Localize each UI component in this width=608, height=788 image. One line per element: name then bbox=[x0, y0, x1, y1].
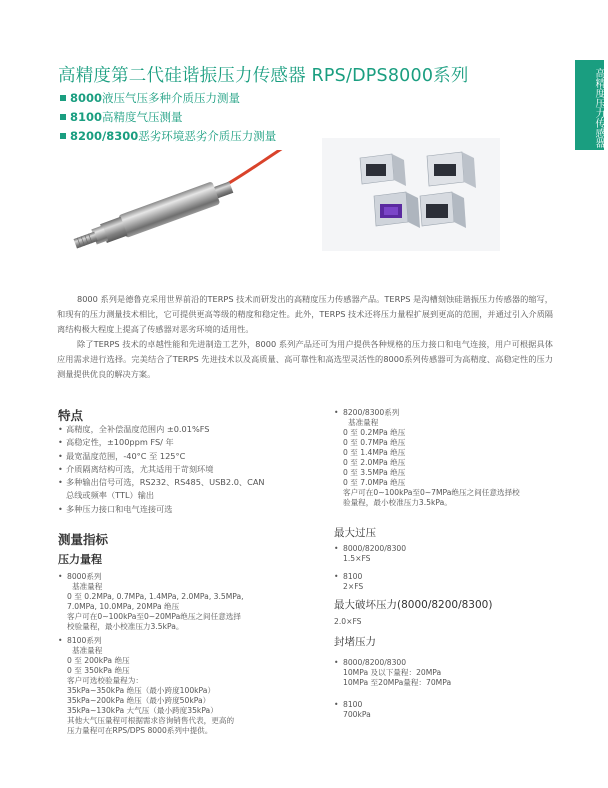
spec-line: 客户可在0~100kPa至0~7MPa绝压之间任意选择校 bbox=[343, 488, 520, 497]
spec-line: 验量程，最小校准压力3.5kPa。 bbox=[343, 498, 452, 507]
spec-line: 基准量程 bbox=[348, 418, 379, 427]
spec-8200 bbox=[334, 408, 574, 508]
spec-line: 压力量程可在RPS/DPS 8000系列中提供。 bbox=[67, 726, 213, 735]
spec-8100 bbox=[58, 636, 318, 736]
spec-line: 35kPa~350kPa 绝压（最小跨度100kPa） bbox=[67, 686, 216, 695]
containment-label: • 8100 bbox=[334, 700, 564, 710]
resonator-cubes-image bbox=[322, 138, 500, 251]
spec-line: 客户可在0~100kPa至0~20MPa绝压之间任意选择 bbox=[67, 612, 241, 621]
bullet-item bbox=[60, 127, 276, 146]
spec-8000 bbox=[58, 572, 318, 632]
bullet-item bbox=[60, 108, 276, 127]
spec-line: 35kPa~200kPa 绝压（最小跨度50kPa） bbox=[67, 696, 211, 705]
containment-line: 10MPa 至20MPa量程：70MPa bbox=[343, 678, 452, 687]
overpressure-heading: 最大过压 bbox=[334, 527, 376, 539]
intro-paragraph: 8000 系列是德鲁克采用世界前沿的TERPS 技术而研发出的高精度压力传感器产品。TERPS 是沟槽刻蚀硅谐振压力传感器的缩写，和现有的压力测量技术相比，它可提供更高等级的精度和稳定性。此外，TERPS 技术还将压力量程扩展到更高的范围，并通过引入介质隔离结构极大程度上提高了传感器对恶劣环境的适用性。 bbox=[57, 294, 553, 334]
bullet-item bbox=[60, 89, 276, 108]
specs-heading: 测量指标 bbox=[58, 532, 109, 547]
overpressure-label: • 8000/8200/8300 bbox=[334, 544, 564, 554]
burst-value: 2.0×FS bbox=[334, 617, 362, 626]
feature-item: • 介质隔离结构可选，尤其适用于苛刻环境 bbox=[58, 463, 318, 476]
containment-line: 10MPa 及以下量程：20MPa bbox=[343, 668, 442, 677]
spec-line: 35kPa~130kPa 大气压（最小跨度35kPa） bbox=[67, 706, 218, 715]
feature-item: • 高稳定性，±100ppm FS/ 年 bbox=[58, 436, 318, 449]
spec-line: 0 至 1.4MPa 绝压 bbox=[343, 448, 406, 457]
bullet-code: 8100 bbox=[70, 110, 103, 124]
containment-list bbox=[334, 658, 564, 720]
spec-line: 其他大气压量程可根据需求咨询销售代表，更高的 bbox=[67, 716, 235, 725]
spec-series-name: • 8000系列 bbox=[58, 572, 318, 582]
overpressure-value: 1.5×FS bbox=[343, 554, 371, 563]
spec-line: 基准量程 bbox=[72, 582, 103, 591]
intro-text bbox=[57, 292, 553, 382]
spec-line: 基准量程 bbox=[72, 646, 103, 655]
side-tab: 高精度压力传感器 bbox=[575, 60, 604, 150]
containment-line: 700kPa bbox=[343, 710, 371, 719]
square-bullet-icon bbox=[60, 133, 66, 139]
overpressure-label: • 8100 bbox=[334, 572, 564, 582]
feature-item: • 多种压力接口和电气连接可选 bbox=[58, 503, 318, 516]
square-bullet-icon bbox=[60, 95, 66, 101]
spec-line: 7.0MPa, 10.0MPa, 20MPa 绝压 bbox=[67, 602, 180, 611]
spec-line: 0 至 2.0MPa 绝压 bbox=[343, 458, 406, 467]
bullet-code: 8200/8300 bbox=[70, 129, 139, 143]
spec-line: 校验量程，最小校准压力3.5kPa。 bbox=[67, 622, 184, 631]
bullet-text: 液压气压多种介质压力测量 bbox=[102, 91, 241, 105]
spec-line: 0 至 0.2MPa 绝压 bbox=[343, 428, 406, 437]
containment-heading: 封堵压力 bbox=[334, 636, 376, 648]
intro-paragraph: 除了TERPS 技术的卓越性能和先进制造工艺外，8000 系列产品还可为用户提供各种规格的压力接口和电气连接，用户可根据具体应用需求进行选择。完美结合了TERPS 先进技术以及高质量、高可靠性和高选型灵活性的8000系列传感器可为高精度、高稳定性的压力测量提供优良的解决方案。 bbox=[57, 339, 553, 379]
spec-line: 0 至 350kPa 绝压 bbox=[67, 666, 130, 675]
spec-line: 0 至 3.5MPa 绝压 bbox=[343, 468, 406, 477]
spec-line: 0 至 7.0MPa 绝压 bbox=[343, 478, 406, 487]
spec-line: 0 至 0.2MPa, 0.7MPa, 1.4MPa, 2.0MPa, 3.5MPa, bbox=[67, 592, 244, 601]
features-list bbox=[58, 423, 318, 516]
overpressure-list bbox=[334, 544, 564, 592]
features-heading: 特点 bbox=[58, 408, 84, 423]
bullet-text: 高精度气压测量 bbox=[102, 110, 183, 124]
spec-line: 0 至 200kPa 绝压 bbox=[67, 656, 130, 665]
burst-heading: 最大破坏压力(8000/8200/8300) bbox=[334, 599, 493, 611]
feature-item-continuation: 总线或频率（TTL）输出 bbox=[66, 490, 155, 501]
containment-label: • 8000/8200/8300 bbox=[334, 658, 564, 668]
spec-series-name: • 8100系列 bbox=[58, 636, 318, 646]
product-bullets bbox=[60, 89, 276, 146]
overpressure-value: 2×FS bbox=[343, 582, 364, 591]
feature-item: • 高精度，全补偿温度范围内 ±0.01%FS bbox=[58, 423, 318, 436]
bullet-code: 8000 bbox=[70, 91, 103, 105]
spec-line: 客户可选校验量程为： bbox=[67, 676, 143, 685]
page-title: 高精度第二代硅谐振压力传感器 RPS/DPS8000系列 bbox=[58, 66, 469, 86]
spec-line: 0 至 0.7MPa 绝压 bbox=[343, 438, 406, 447]
square-bullet-icon bbox=[60, 114, 66, 120]
range-heading: 压力量程 bbox=[58, 553, 102, 566]
feature-item: • 最宽温度范围，-40°C 至 125°C bbox=[58, 450, 318, 463]
bullet-text: 恶劣环境恶劣介质压力测量 bbox=[138, 129, 277, 143]
pressure-sensor-image bbox=[60, 150, 310, 260]
spec-series-name: • 8200/8300系列 bbox=[334, 408, 574, 418]
feature-item: • 多种输出信号可选，RS232、RS485、USB2.0、CAN bbox=[58, 476, 318, 489]
